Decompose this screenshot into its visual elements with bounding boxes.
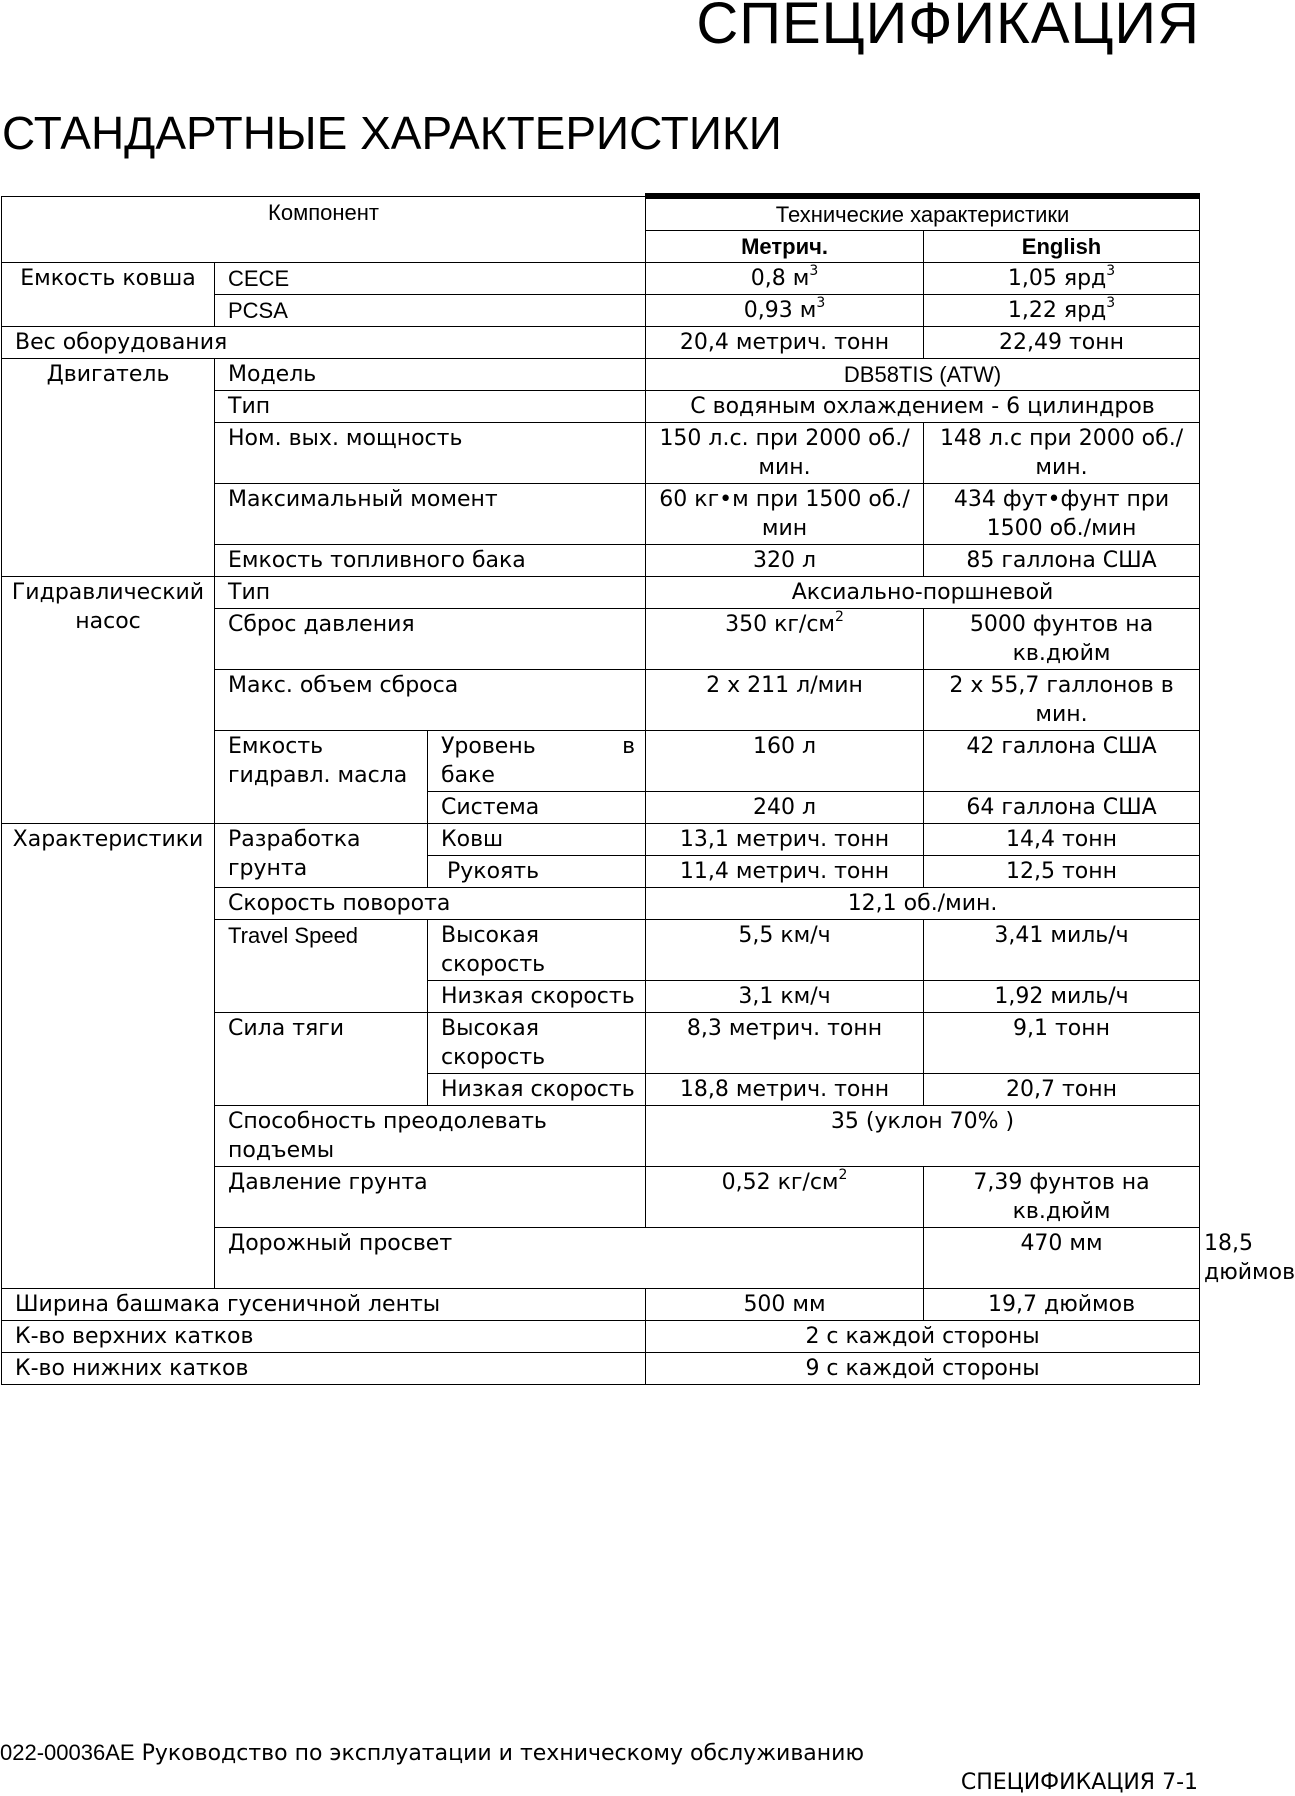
cece-metric: 0,8 $м^3$ xyxy=(646,263,924,295)
clearance-metric: 470 мм xyxy=(924,1228,1200,1289)
pump-type-label: Тип xyxy=(215,577,646,609)
shoe-metric: 500 мм xyxy=(646,1289,924,1321)
cece-label: CECE xyxy=(215,263,646,295)
table-row xyxy=(2,577,1200,609)
lower-rollers-value: 9 с каждой стороны xyxy=(646,1353,1200,1385)
pump-oil-tank-metric: 160 л xyxy=(646,731,924,792)
grade-label: Способность преодолевать подъемы xyxy=(215,1106,646,1167)
header-row xyxy=(2,196,1200,231)
traction-low-label: Низкая скорость xyxy=(428,1074,646,1106)
engine-label: Двигатель xyxy=(2,359,215,577)
traction-high-label: Высокая скорость xyxy=(428,1013,646,1074)
pcsa-metric: 0,93 $м^3$ xyxy=(646,295,924,327)
digging-bucket-english: 14,4 тонн xyxy=(924,824,1200,856)
pump-oil-tank-label: Уровень в баке xyxy=(428,731,646,792)
traction-low-english: 20,7 тонн xyxy=(924,1074,1200,1106)
upper-rollers-label: К-во верхних катков xyxy=(2,1321,646,1353)
shoe-label: Ширина башмака гусеничной ленты xyxy=(2,1289,646,1321)
pump-oil-label: Емкость гидравл. масла xyxy=(215,731,428,824)
tech-header: Технические характеристики xyxy=(646,196,1200,231)
table-row xyxy=(2,1353,1200,1385)
pump-oil-system-label: Система xyxy=(428,792,646,824)
travel-low-label: Низкая скорость xyxy=(428,981,646,1013)
digging-bucket-label: Ковш xyxy=(428,824,646,856)
engine-model-value: DB58TIS (ATW) xyxy=(646,359,1200,391)
metric-header: Метрич. xyxy=(646,231,924,263)
digging-arm-english: 12,5 тонн xyxy=(924,856,1200,888)
travel-low-english: 1,92 миль/ч xyxy=(924,981,1200,1013)
weight-english: 22,49 тонн xyxy=(924,327,1200,359)
component-header: Компонент xyxy=(2,196,646,263)
footer-doc-code: 022-00036AE xyxy=(0,1740,135,1765)
table-row: Дорожный просвет 470 мм 18,5 дюймов xyxy=(2,1228,1200,1289)
engine-torque-english: 434 фут•фунт при 1500 об./мин xyxy=(924,484,1200,545)
digging-bucket-metric: 13,1 метрич. тонн xyxy=(646,824,924,856)
engine-torque-label: Максимальный момент xyxy=(215,484,646,545)
footer-doc-title: Руководство по эксплуатации и техническому обслуживанию xyxy=(141,1741,864,1766)
traction-low-metric: 18,8 метрич. тонн xyxy=(646,1074,924,1106)
pump-flow-english: 2 x 55,7 галлонов в мин. xyxy=(924,670,1200,731)
pump-flow-label: Макс. объем сброса xyxy=(215,670,646,731)
perf-label: Характеристики xyxy=(2,824,215,1289)
weight-label: Вес оборудования xyxy=(2,327,646,359)
table-row xyxy=(2,359,1200,391)
page-heading: СТАНДАРТНЫЕ ХАРАКТЕРИСТИКИ xyxy=(2,107,782,159)
footer-page-ref: СПЕЦИФИКАЦИЯ 7-1 xyxy=(960,1770,1198,1795)
travel-label: Travel Speed xyxy=(215,920,428,1013)
pump-label: Гидравлический насос xyxy=(2,577,215,824)
pump-type-value: Аксиально-поршневой xyxy=(646,577,1200,609)
travel-high-english: 3,41 миль/ч xyxy=(924,920,1200,981)
table-row xyxy=(2,824,1200,856)
upper-rollers-value: 2 с каждой стороны xyxy=(646,1321,1200,1353)
lower-rollers-label: К-во нижних катков xyxy=(2,1353,646,1385)
clearance-label: Дорожный просвет xyxy=(215,1228,924,1289)
table-row xyxy=(2,1289,1200,1321)
pump-relief-english: 5000 фунтов на кв.дюйм xyxy=(924,609,1200,670)
table-row xyxy=(2,327,1200,359)
ground-metric: 0,52 $кг/см^2$ xyxy=(646,1167,924,1228)
pump-relief-metric: 350 $кг/см^2$ xyxy=(646,609,924,670)
bucket-label: Емкость ковша xyxy=(2,263,215,327)
engine-type-label: Тип xyxy=(215,391,646,423)
pump-oil-tank-english: 42 галлона США xyxy=(924,731,1200,792)
ground-label: Давление грунта xyxy=(215,1167,646,1228)
table-row xyxy=(2,263,1200,295)
travel-high-metric: 5,5 км/ч xyxy=(646,920,924,981)
digging-label: Разработка грунта xyxy=(215,824,428,888)
pcsa-label: PCSA xyxy=(215,295,646,327)
table-row xyxy=(2,1321,1200,1353)
cece-english: 1,05 ярд$^3$ xyxy=(924,263,1200,295)
pump-oil-system-metric: 240 л xyxy=(646,792,924,824)
digging-arm-metric: 11,4 метрич. тонн xyxy=(646,856,924,888)
traction-high-english: 9,1 тонн xyxy=(924,1013,1200,1074)
swing-label: Скорость поворота xyxy=(215,888,646,920)
weight-metric: 20,4 метрич. тонн xyxy=(646,327,924,359)
pump-relief-label: Сброс давления xyxy=(215,609,646,670)
engine-power-english: 148 л.с при 2000 об./мин. xyxy=(924,423,1200,484)
engine-power-label: Ном. вых. мощность xyxy=(215,423,646,484)
pcsa-english: 1,22 ярд$^3$ xyxy=(924,295,1200,327)
ground-english: 7,39 фунтов на кв.дюйм xyxy=(924,1167,1200,1228)
engine-power-metric: 150 л.с. при 2000 об./мин. xyxy=(646,423,924,484)
engine-model-label: Модель xyxy=(215,359,646,391)
pump-oil-system-english: 64 галлона США xyxy=(924,792,1200,824)
footer-doc xyxy=(0,1740,864,1767)
travel-high-label: Высокая скорость xyxy=(428,920,646,981)
digging-arm-label: Рукоять xyxy=(428,856,646,888)
travel-low-metric: 3,1 км/ч xyxy=(646,981,924,1013)
engine-torque-metric: 60 кг•м при 1500 об./мин xyxy=(646,484,924,545)
engine-fuel-metric: 320 л xyxy=(646,545,924,577)
engine-fuel-english: 85 галлона США xyxy=(924,545,1200,577)
swing-value: 12,1 об./мин. xyxy=(646,888,1200,920)
section-title: СПЕЦИФИКАЦИЯ xyxy=(696,0,1200,56)
shoe-english: 19,7 дюймов xyxy=(924,1289,1200,1321)
spec-table xyxy=(1,193,1295,1385)
english-header: English xyxy=(924,231,1200,263)
traction-label: Сила тяги xyxy=(215,1013,428,1106)
pump-flow-metric: 2 x 211 л/мин xyxy=(646,670,924,731)
engine-type-value: С водяным охлаждением - 6 цилиндров xyxy=(646,391,1200,423)
grade-value: 35 (уклон 70% ) xyxy=(646,1106,1200,1167)
engine-fuel-label: Емкость топливного бака xyxy=(215,545,646,577)
traction-high-metric: 8,3 метрич. тонн xyxy=(646,1013,924,1074)
